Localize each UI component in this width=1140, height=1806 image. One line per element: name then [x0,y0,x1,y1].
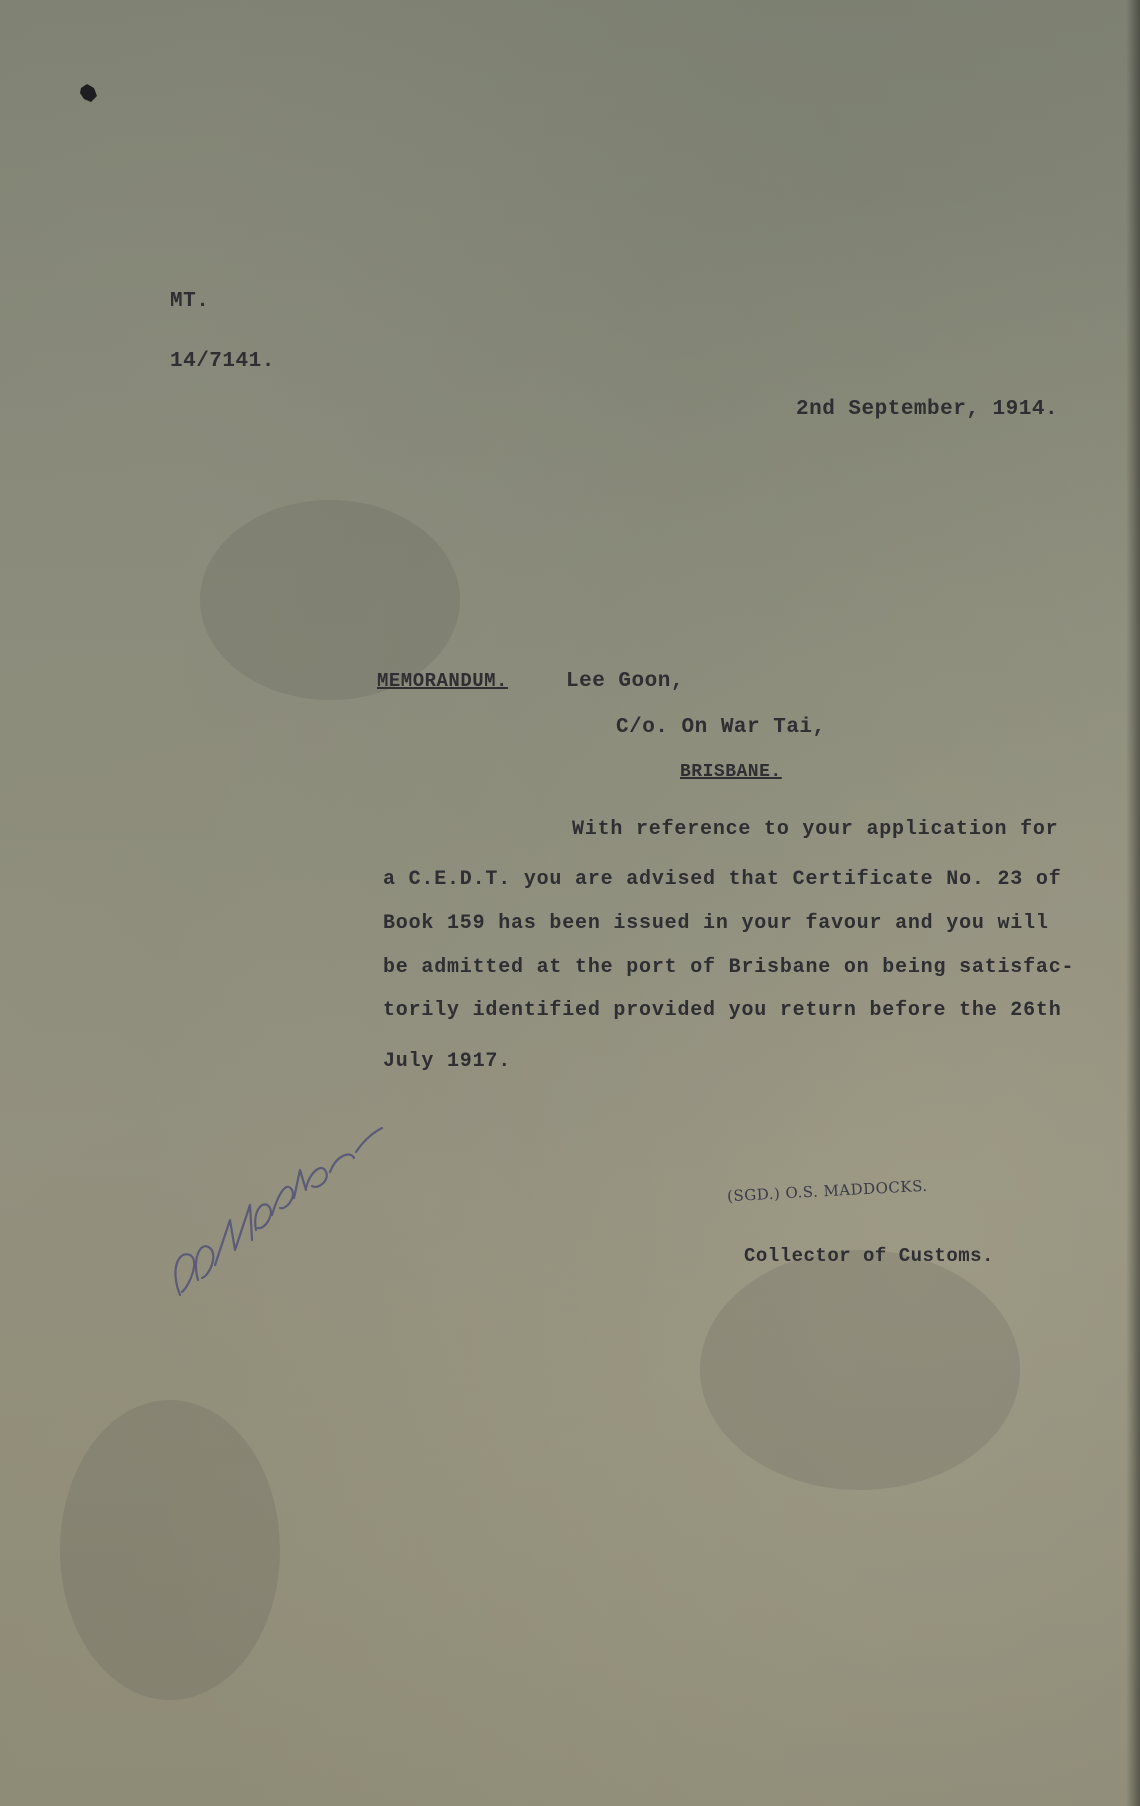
addressee-city: BRISBANE. [680,762,782,782]
body-line: July 1917. [383,1050,512,1073]
addressee-care-of: C/o. On War Tai, [616,716,826,739]
signatory-title: Collector of Customs. [744,1245,994,1267]
reference-initials: MT. [170,290,210,313]
body-line: a C.E.D.T. you are advised that Certificate No. 23 of [383,868,1062,891]
signature-stamp: (SGD.) O.S. MADDOCKS. [726,1176,929,1206]
memorandum-heading: MEMORANDUM. [377,670,508,692]
paper-stain [700,1250,1020,1490]
letter-date: 2nd September, 1914. [796,398,1059,421]
body-line: With reference to your application for [572,818,1059,841]
addressee-name: Lee Goon, [566,670,684,693]
body-line: Book 159 has been issued in your favour and you will [383,912,1049,935]
body-line: be admitted at the port of Brisbane on being satisfac- [383,956,1075,979]
body-line: torily identified provided you return before the 26th [383,999,1062,1022]
page-edge-shadow [1126,0,1140,1806]
ink-blot-mark [78,82,100,104]
handwritten-signature [160,1080,400,1320]
file-number: 14/7141. [170,350,275,373]
paper-stain [60,1400,280,1700]
